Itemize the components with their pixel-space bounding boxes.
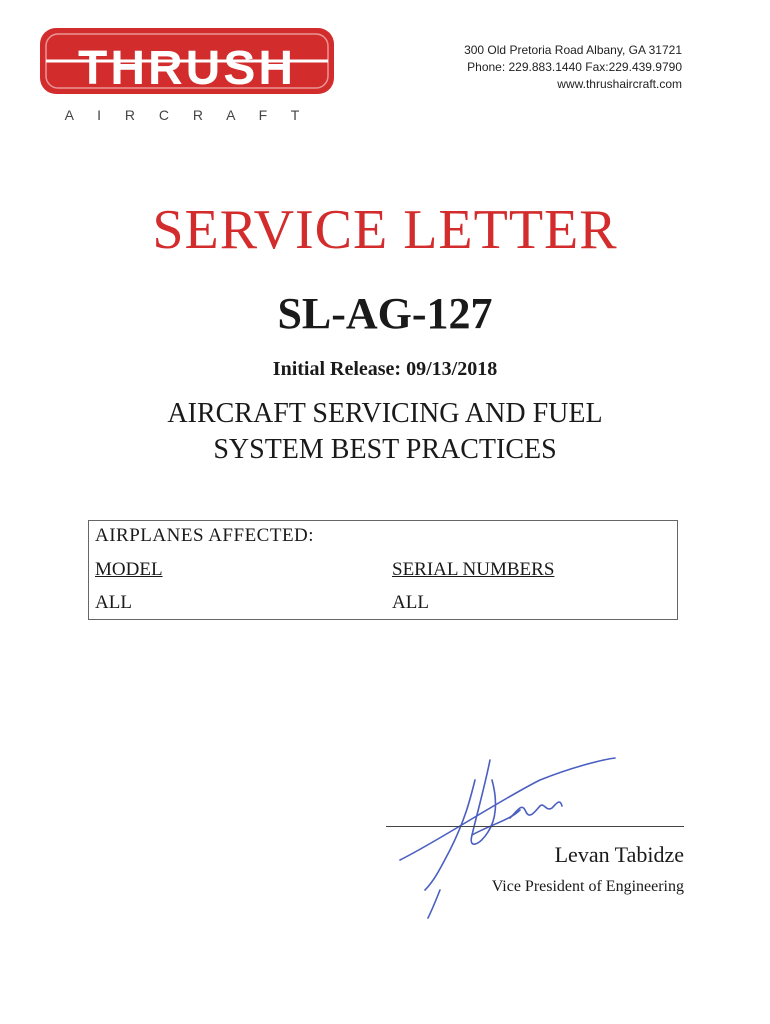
address-website: www.thrushaircraft.com — [557, 77, 682, 91]
airplanes-affected-box — [88, 520, 678, 620]
company-address — [464, 42, 682, 93]
document-number: SL-AG-127 — [277, 289, 493, 338]
logo-brand-text: THRUSH — [78, 42, 296, 95]
thrush-aircraft-logo — [38, 26, 338, 128]
address-phone-fax: Phone: 229.883.1440 Fax:229.439.9790 — [467, 60, 682, 74]
subject-line-2: SYSTEM BEST PRACTICES — [213, 434, 557, 465]
model-value: ALL — [95, 592, 132, 613]
logo-sub-text: A I R C R A F T — [64, 107, 310, 123]
signer-title: Vice President of Engineering — [491, 878, 684, 895]
logo-graphic — [38, 26, 338, 128]
document-subject — [0, 396, 770, 468]
address-street: 300 Old Pretoria Road Albany, GA 31721 — [464, 43, 682, 57]
model-column-header: MODEL — [95, 559, 163, 580]
serial-value: ALL — [392, 592, 429, 613]
subject-line-1: AIRCRAFT SERVICING AND FUEL — [167, 398, 603, 429]
release-date: Initial Release: 09/13/2018 — [272, 358, 498, 380]
affected-heading: AIRPLANES AFFECTED: — [95, 525, 315, 546]
serial-column-header: SERIAL NUMBERS — [392, 559, 555, 580]
signature-line — [386, 826, 684, 827]
signer-name: Levan Tabidze — [554, 842, 684, 867]
document-type-title: SERVICE LETTER — [152, 199, 618, 261]
